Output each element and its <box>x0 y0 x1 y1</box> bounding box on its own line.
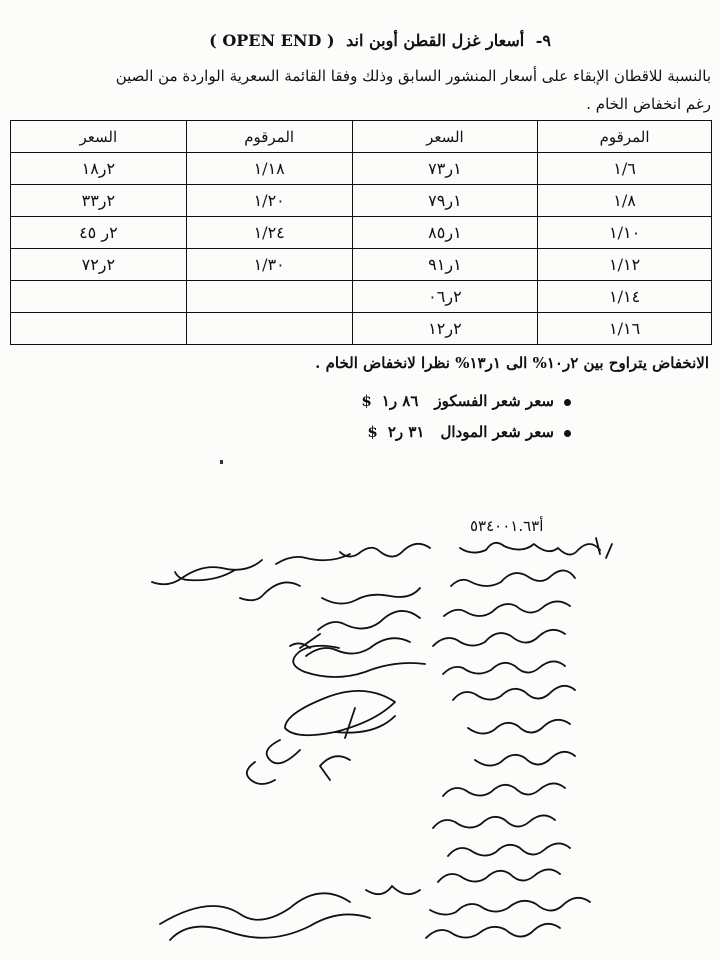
column-header: السعر <box>352 121 538 153</box>
intro-line-2: رغم انخفاض الخام . <box>586 95 711 113</box>
section-code: ( OPEN END ) <box>209 31 335 50</box>
column-header: المرقوم <box>186 121 352 153</box>
table-cell <box>186 313 352 345</box>
bullet-icon <box>564 430 571 437</box>
list-item <box>361 417 571 448</box>
list-item <box>361 386 571 417</box>
table-cell: ١/١٢ <box>538 249 712 281</box>
table-row <box>11 313 712 345</box>
currency-symbol: $ <box>361 392 372 410</box>
bullet-icon <box>564 399 571 406</box>
scan-speck <box>220 460 223 464</box>
decrease-range-note: الانخفاض يتراوح بين ٢ر١٠% الى ١ر١٣% نظرا لانخفاض الخام . <box>315 354 709 372</box>
price-table <box>10 120 712 345</box>
table-cell: ١ر٩١ <box>352 249 538 281</box>
fiber-price: ٣١ ر٢ <box>387 423 425 441</box>
table-cell <box>11 313 187 345</box>
table-cell: ١/١٠ <box>538 217 712 249</box>
table-row <box>11 217 712 249</box>
document-number: أ٥٣٤٠٠١.٦٣ <box>470 517 544 535</box>
column-header: المرقوم <box>538 121 712 153</box>
table-cell: ١/٢٤ <box>186 217 352 249</box>
table-cell: ٢ر٣٣ <box>11 185 187 217</box>
table-header-row <box>11 121 712 153</box>
table-cell: ٢ر٧٢ <box>11 249 187 281</box>
intro-line-1: بالنسبة للاقطان الإبقاء على أسعار المنشور السابق وذلك وفقا القائمة السعرية الواردة من الصين <box>115 67 711 85</box>
table-cell: ١/٨ <box>538 185 712 217</box>
section-heading <box>209 31 551 50</box>
table-cell: ١/٢٠ <box>186 185 352 217</box>
fiber-price: ٨٦ ر١ <box>381 392 419 410</box>
table-cell: ١/٦ <box>538 153 712 185</box>
table-cell: ٢ر٠٦ <box>352 281 538 313</box>
table-row <box>11 153 712 185</box>
table-row <box>11 281 712 313</box>
fiber-label: سعر شعر المودال <box>440 423 554 441</box>
table-cell: ١/١٦ <box>538 313 712 345</box>
table-cell <box>11 281 187 313</box>
section-title: أسعار غزل القطن أوبن اند <box>346 31 525 50</box>
table-cell: ١/١٤ <box>538 281 712 313</box>
table-cell: ١ر٧٣ <box>352 153 538 185</box>
fiber-price-list <box>361 386 571 448</box>
table-cell <box>186 281 352 313</box>
column-header: السعر <box>11 121 187 153</box>
table-cell: ٢ر١٢ <box>352 313 538 345</box>
table-cell: ١/٣٠ <box>186 249 352 281</box>
handwritten-signatures-image <box>0 530 721 960</box>
currency-symbol: $ <box>367 423 378 441</box>
table-cell: ١ر٨٥ <box>352 217 538 249</box>
table-cell: ١ر٧٩ <box>352 185 538 217</box>
table-cell: ٢ر ٤٥ <box>11 217 187 249</box>
table-row <box>11 185 712 217</box>
intro-paragraph <box>21 62 711 118</box>
table-cell: ١/١٨ <box>186 153 352 185</box>
fiber-label: سعر شعر الفسكوز <box>434 392 554 410</box>
section-number: ٩- <box>535 31 551 50</box>
table-cell: ٢ر١٨ <box>11 153 187 185</box>
table-row <box>11 249 712 281</box>
